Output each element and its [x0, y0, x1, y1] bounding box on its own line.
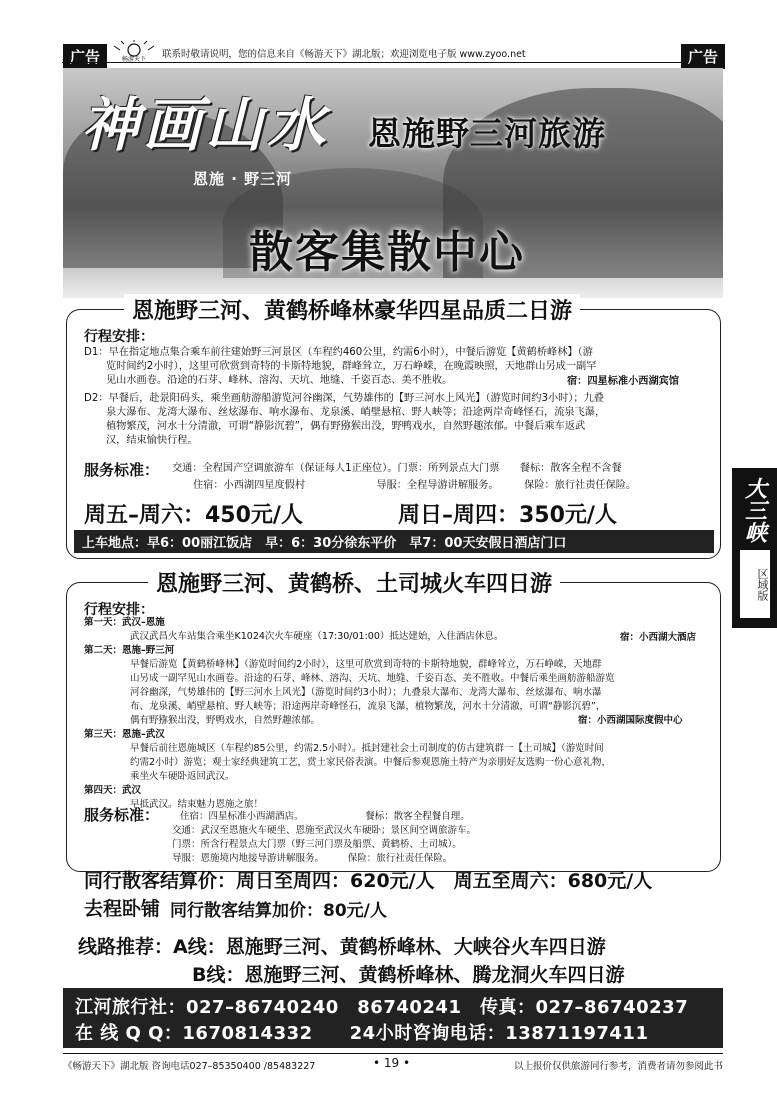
- page-footer: [63, 1053, 723, 1073]
- tour2-service-line1: 住宿：四星标准小西湖酒店。 餐标：散客全程餐自理。: [180, 811, 470, 822]
- tour2-day3-head: 第三天：恩施–武汉: [84, 729, 165, 740]
- banner-image: [63, 68, 723, 298]
- tour1-d1-line3: 见山水画卷。沿途的石芽、峰林、溶沟、天坑、地缝、千姿百态、美不胜收。: [106, 375, 453, 386]
- tour1-d2-line3: 植物繁茂，河水十分清澈，可谓“静影沉碧”，偶有野猕猴出没，野鸭戏水，自然野趣浓郁。中餐后乘车返武: [106, 421, 586, 432]
- calligraphy-subtitle: 恩施 · 野三河: [193, 170, 293, 188]
- tour2-price-line2a: 去程卧铺: [84, 898, 161, 920]
- recommend-line-a: 线路推荐：A线：恩施野三河、黄鹤桥峰林、大峡谷火车四日游: [78, 936, 606, 958]
- tour2-schedule-label: 行程安排：: [84, 602, 154, 618]
- header-note: 联系时敬请说明，您的信息来自《畅游天下》湖北版；欢迎浏览电子版 www.zyoo.net: [162, 49, 526, 60]
- tour2-service-line4: 导服：恩施境内地接导游讲解服务。 保险：旅行社责任保险。: [172, 853, 453, 864]
- tour1-service-label: 服务标准：: [84, 461, 160, 479]
- tour2-price-line2b: 同行散客结算加价：80元/人: [170, 901, 387, 921]
- footer-left: 《畅游天下》湖北版 咨询电话027–85350400 /85483227: [63, 1061, 316, 1072]
- tour1-pickup-bar: 上车地点：早6：00丽江饭店 早：6：30分徐东平价 早7：00天安假日酒店门口: [74, 530, 714, 553]
- tour2-day2-line3: 河谷幽深，气势雄伟的【野三河水上风光】（游览时间约3小时）；九叠泉大瀑布、龙湾大瀑布、丝炫瀑布、响水瀑: [130, 687, 602, 698]
- tour2-day3-line3: 乘坐火车硬卧返回武汉。: [130, 771, 235, 782]
- tour2-service-line2: 交通：武汉至恩施火车硬坐、恩施至武汉火车硬卧；景区间空调旅游车。: [172, 825, 477, 836]
- tour2-service-label: 服务标准：: [84, 806, 160, 824]
- page-number: • 19 •: [373, 1056, 411, 1070]
- tour2-day1-line1: 武汉武昌火车站集合乘坐K1024次火车硬座（17:30/01:00）抵达建始，入住酒店休息。: [130, 631, 504, 642]
- tour2-day2-line4: 布、龙泉溪、峭壁悬棺、野人峡等；沿途两岸奇峰怪石，流泉飞瀑，植物繁茂，河水十分清澈，可谓“静影沉碧”，: [130, 701, 606, 712]
- tour1-d2-line4: 汉，结束愉快行程。: [106, 435, 198, 446]
- tour2-day3-line1: 早餐后前往恩施城区（车程约85公里，约需2.5小时）。抵封建社会土司制度的仿古建筑群一【土司城】（游览时间: [130, 743, 604, 754]
- recommend-line-b: B线：恩施野三河、黄鹤桥峰林、腾龙洞火车四日游: [192, 964, 625, 986]
- footer-right: 以上报价仅供旅游同行参考，消费者请勿参阅此书: [513, 1061, 723, 1072]
- tour2-day2-line5: 偶有野猕猴出没，野鸭戏水，自然野趣浓郁。: [130, 715, 321, 726]
- tour2-day3-line2: 约需2小时）游览；观土家经典建筑工艺，赏土家民俗表演。中餐后参观恩施土特产为亲朋好友选购一份心意礼物，: [130, 757, 612, 768]
- tour1-d1-line2: 览时间约2小时），这里可欣赏到奇特的卡斯特地貌，群峰耸立，万石峥嵘，在晚霞映照，天地群山另成一副罕: [106, 361, 597, 372]
- banner-title: 恩施野三河旅游: [368, 114, 606, 153]
- tour2-day2-line1: 早餐后游览【黄鹤桥峰林】（游览时间约2小时），这里可欣赏到奇特的卡斯特地貌，群峰耸立，万石峥嵘，天地群: [130, 659, 602, 670]
- tour2-day1-stay: 宿：小西湖大酒店: [620, 632, 697, 643]
- side-tab-subtitle: 区域版: [740, 550, 770, 618]
- tour2-title: 恩施野三河、黄鹤桥、土司城火车四日游: [148, 567, 560, 598]
- tour2-day2-line2: 山另成一副罕见山水画卷。沿途的石芽、峰林、溶沟、天坑、地缝、千姿百态、美不胜收。中餐后乘坐画舫游船游览: [130, 673, 615, 684]
- side-tab-title: 大三峡: [741, 477, 768, 543]
- center-heading: 散客集散中心: [249, 227, 525, 278]
- tour1-d2-line2: 泉大瀑布、龙湾大瀑布、丝炫瀑布、响水瀑布、龙泉溪、峭壁悬棺、野人峡等；沿途两岸奇峰怪石，流泉飞瀑，: [106, 407, 606, 418]
- tour2-day4-line1: 早抵武汉。结束魅力恩施之旅！: [130, 799, 264, 810]
- contact-panel: [63, 988, 723, 1048]
- tour2-day2-stay: 宿：小西湖国际度假中心: [578, 715, 683, 726]
- ad-tag-right: 广告: [681, 44, 725, 69]
- brand-logo: [112, 40, 156, 62]
- tour1-price-weekend: 周五–周六：450元/人: [84, 503, 303, 528]
- tour2-price-line1: 同行散客结算价：周日至周四：620元/人 周五至周六：680元/人: [84, 870, 653, 892]
- region-side-tab: [732, 468, 777, 628]
- tour1-price-weekday: 周日–周四：350元/人: [398, 503, 617, 528]
- ad-tag-left: 广告: [63, 44, 107, 69]
- tour1-title: 恩施野三河、黄鹤桥峰林豪华四星品质二日游: [124, 294, 580, 325]
- tour2-service-line3: 门票：所含行程景点大门票（野三河门票及船票、黄鹤桥、土司城）。: [172, 839, 462, 850]
- tour1-schedule-label: 行程安排：: [84, 329, 154, 345]
- tour1-d1-stay: 宿：四星标准小西湖宾馆: [567, 376, 680, 387]
- contact-agency: 江河旅行社：027–86740240 86740241 传真：027–86740237: [75, 997, 689, 1018]
- tour1-d1-line1: D1：早在指定地点集合乘车前往建始野三河景区（车程约460公里，约需6小时），中餐后游览【黄鹤桥峰林】（游: [84, 347, 593, 358]
- tour2-day4-head: 第四天：武汉: [84, 785, 142, 796]
- tour1-service-line1: 交通：全程国产空调旅游车（保证每人1正座位）。门票：所列景点大门票 餐标：散客全程不含餐: [172, 463, 622, 474]
- logo-text: 畅游天下: [121, 56, 147, 62]
- tour1-d2-line1: D2：早餐后，赴景阳码头，乘坐画舫游船游览河谷幽深，气势雄伟的【野三河水上风光】（游览时间约3小时）；九叠: [84, 393, 604, 404]
- tour2-day2-head: 第二天：恩施–野三河: [84, 645, 175, 656]
- contact-qq: 在 线 Q Q：1670814332 24小时咨询电话：13871197411: [75, 1023, 649, 1044]
- calligraphy-title: 神画山水: [81, 91, 330, 159]
- tour1-service-line2: 住宿：小西湖四星度假村 导服：全程导游讲解服务。 保险：旅行社责任保险。: [193, 480, 637, 491]
- tour2-day1-head: 第一天：武汉–恩施: [84, 617, 165, 628]
